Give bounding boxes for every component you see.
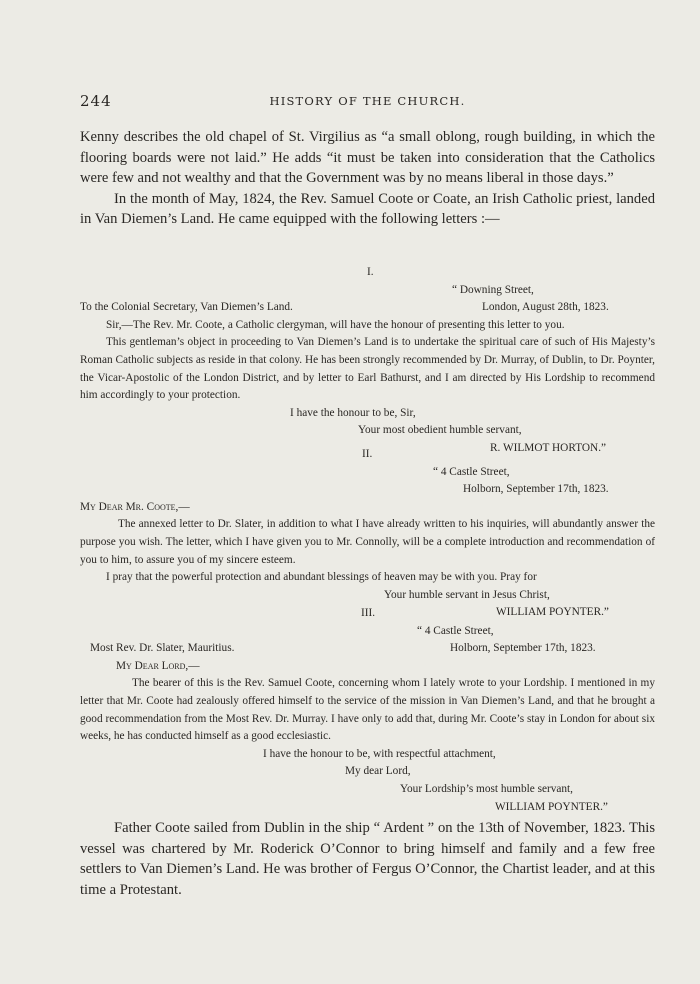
letter-3-closing-2: My dear Lord, bbox=[345, 765, 411, 778]
letter-2-paragraph-1: The annexed letter to Dr. Slater, in addition to what I have already written to his inquiries, will abundantly answer the purpose you wish. The letter, which I have given you to Mr. Connolly, will be a complete introduction and recommendation of you to him, to assure you of my sincere esteem. bbox=[80, 518, 655, 566]
letter-2 bbox=[80, 446, 655, 622]
letter-3-place-date: Holborn, September 17th, 1823. bbox=[450, 642, 596, 655]
letter-2-signature: WILLIAM POYNTER.” bbox=[496, 606, 609, 619]
letter-3-from: “ 4 Castle Street, bbox=[417, 624, 494, 637]
letter-1-addressee: To the Colonial Secretary, Van Diemen’s Land. bbox=[80, 301, 293, 314]
outro-text bbox=[80, 818, 655, 900]
page-header bbox=[80, 92, 655, 112]
intro-text bbox=[80, 127, 655, 230]
outro-paragraph: Father Coote sailed from Dublin in the ship “ Ardent ” on the 13th of November, 1823. This vessel was chartered by Mr. Roderick O’Connor to bring himself and family and a few free settlers to Van Diemen’s Land. He was brother of Fergus O’Connor, the Chartist leader, and at this time a Protestant. bbox=[80, 820, 655, 898]
letter-1-paragraph-1: Sir,—The Rev. Mr. Coote, a Catholic clergyman, will have the honour of presenting this letter to you. bbox=[106, 318, 565, 331]
letter-3-closing-1: I have the honour to be, with respectful attachment, bbox=[263, 747, 496, 760]
letter-3-addressee: Most Rev. Dr. Slater, Mauritius. bbox=[90, 642, 235, 655]
letter-3 bbox=[80, 605, 655, 816]
letter-1 bbox=[80, 264, 655, 458]
letter-3-paragraph-1: The bearer of this is the Rev. Samuel Coote, concerning whom I lately wrote to your Lordship. I mentioned in my letter that Mr. Coote had zealously offered himself to the service of the mission in Van Diemen’s Land, and that he brought a good recommendation from the Most Rev. Dr. Murray. I have only to add that, during Mr. Coote’s stay in London for about six weeks, he has conducted himself as a good ecclesiastic. bbox=[80, 677, 655, 743]
letter-2-from: “ 4 Castle Street, bbox=[433, 465, 510, 478]
page-number: 244 bbox=[80, 92, 112, 110]
intro-paragraph-1: Kenny describes the old chapel of St. Virgilius as “a small oblong, rough building, in which the flooring boards were not laid.” He adds “it must be taken into consideration that the Catholics were few and not wealthy and that the Government was by no means liberal in those days.” bbox=[80, 129, 655, 186]
running-title: HISTORY OF THE CHURCH. bbox=[269, 94, 466, 108]
letter-3-salutation: My Dear Lord,— bbox=[116, 659, 200, 672]
letter-2-numeral: II. bbox=[362, 448, 373, 460]
letter-3-numeral: III. bbox=[361, 607, 376, 619]
letter-3-signature: WILLIAM POYNTER.” bbox=[495, 800, 608, 813]
letter-1-place-date: London, August 28th, 1823. bbox=[482, 301, 609, 314]
letter-1-paragraph-2: This gentleman’s object in proceeding to Van Diemen’s Land is to undertake the spiritual care of such of His Majesty’s Roman Catholic subjects as reside in that colony. He has been strongly recommended by Dr. Murray, of Dublin, to Dr. Poynter, the Vicar-Apostolic of the London District, and by letter to Earl Bathurst, and I am directed by His Lordship to recommend him accordingly to your protection. bbox=[80, 336, 655, 402]
intro-paragraph-2: In the month of May, 1824, the Rev. Samuel Coote or Coate, an Irish Catholic priest, landed in Van Diemen’s Land. He came equipped with the following letters :— bbox=[80, 190, 655, 227]
letter-2-paragraph-2: I pray that the powerful protection and abundant blessings of heaven may be with you. Pray for bbox=[106, 571, 537, 584]
letter-2-closing: Your humble servant in Jesus Christ, bbox=[384, 588, 550, 601]
letter-1-from: “ Downing Street, bbox=[452, 283, 534, 296]
letter-1-closing-2: Your most obedient humble servant, bbox=[358, 424, 522, 437]
letter-2-salutation: My Dear Mr. Coote,— bbox=[80, 500, 190, 513]
letter-1-numeral: I. bbox=[367, 266, 374, 278]
letter-1-closing-1: I have the honour to be, Sir, bbox=[290, 406, 416, 419]
letter-2-place-date: Holborn, September 17th, 1823. bbox=[463, 483, 609, 496]
letter-1-signature: R. WILMOT HORTON.” bbox=[490, 441, 607, 454]
letter-3-closing-3: Your Lordship’s most humble servant, bbox=[400, 782, 574, 795]
